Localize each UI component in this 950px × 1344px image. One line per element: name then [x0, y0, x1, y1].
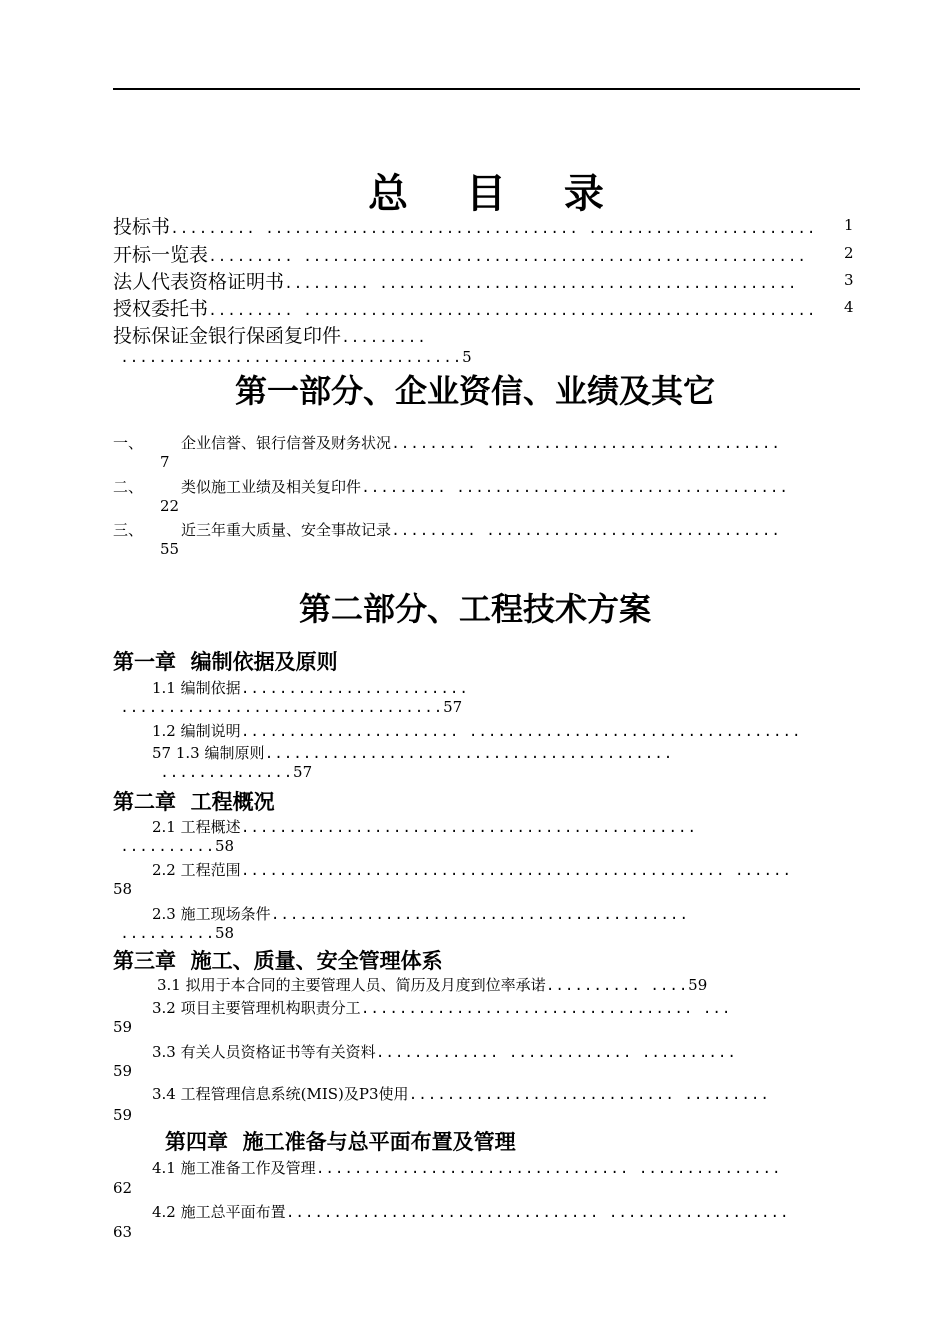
toc-entry-label: 3.1 拟用于本合同的主要管理人员、简历及月度到位率承诺	[157, 976, 546, 994]
toc-page-number: 7	[160, 453, 170, 471]
toc-entry-continuation	[120, 837, 234, 856]
toc-entry[interactable]	[152, 1157, 781, 1178]
toc-entry-label: 投标保证金银行保函复印件	[113, 325, 342, 347]
toc-leader: ............................................	[270, 907, 689, 924]
toc-entry-label: 开标一览表	[113, 244, 209, 266]
toc-page-number: 55	[160, 540, 180, 558]
toc-leader: ......... .....................................................	[208, 249, 807, 266]
toc-page-number: 63	[113, 1223, 133, 1241]
toc-entry-label: 企业信誉、银行信誉及财务状况	[181, 434, 392, 452]
toc-leader: ......... ...............................	[391, 523, 781, 540]
toc-entry-label: 1.1 编制依据	[152, 679, 241, 697]
toc-page-number: 22	[160, 497, 180, 515]
toc-entry[interactable]	[181, 476, 789, 497]
toc-entry-number: 二、	[113, 478, 144, 496]
chapter-heading: 第四章 施工准备与总平面布置及管理	[165, 1130, 516, 1154]
toc-page-number: 59	[113, 1062, 133, 1080]
toc-entry-continuation	[120, 698, 462, 717]
toc-leader: ......... ............................................	[284, 276, 798, 293]
toc-entry-label: 投标书	[113, 216, 171, 238]
toc-leader: ....................................	[120, 350, 463, 367]
toc-entry-label: 4.1 施工准备工作及管理	[152, 1159, 316, 1177]
toc-entry[interactable]	[113, 240, 807, 267]
toc-entry-label: 类似施工业绩及相关复印件	[181, 478, 362, 496]
toc-entry-label: 授权委托书	[113, 298, 209, 320]
toc-entry-label: 1.3 编制原则	[175, 744, 265, 762]
part-heading: 第二部分、工程技术方案	[298, 590, 651, 628]
toc-entry[interactable]	[113, 212, 816, 239]
toc-leader: .......... ....	[545, 978, 689, 995]
toc-entry[interactable]	[152, 859, 792, 880]
toc-entry[interactable]	[152, 1083, 770, 1104]
chapter-heading: 第一章 编制依据及原则	[113, 650, 338, 674]
toc-leader: ................................. ...............	[315, 1161, 782, 1178]
toc-leader: ....................... ...................................	[240, 724, 802, 741]
toc-entry-label: 3.3 有关人员资格证书等有关资料	[152, 1043, 376, 1061]
toc-page-number: 5	[462, 348, 472, 366]
toc-page-number: 58	[215, 924, 235, 942]
toc-entry[interactable]	[113, 294, 816, 321]
toc-entry-label: 4.2 施工总平面布置	[152, 1203, 286, 1221]
toc-leader: .........	[341, 330, 427, 347]
toc-entry[interactable]	[152, 720, 801, 741]
toc-page-number: 57	[293, 763, 313, 781]
toc-entry-label: 1.2 编制说明	[152, 722, 241, 740]
toc-page-number: 58	[215, 837, 235, 855]
toc-leader: ......... ...................................	[361, 480, 789, 497]
toc-entry-label: 2.3 施工现场条件	[152, 905, 271, 923]
toc-page-number: 57	[443, 698, 463, 716]
toc-leader: ...........................................	[264, 746, 674, 763]
toc-entry-label: 法人代表资格证明书	[113, 271, 285, 293]
toc-entry[interactable]	[157, 974, 707, 995]
toc-leader: ................................................... ......	[240, 863, 792, 880]
toc-entry[interactable]	[113, 321, 427, 348]
toc-entry-number: 三、	[113, 521, 144, 539]
toc-page-number: 1	[844, 216, 854, 234]
chapter-heading: 第二章 工程概况	[113, 790, 275, 814]
toc-leader: ......... ...............................	[391, 436, 781, 453]
toc-leader: ......... ......................................................	[208, 303, 817, 320]
toc-entry[interactable]	[113, 476, 143, 497]
toc-entry[interactable]	[181, 432, 781, 453]
toc-entry-continuation	[120, 347, 472, 367]
toc-entry[interactable]	[152, 816, 697, 837]
toc-leader: ..........	[120, 926, 216, 943]
toc-page-number: 57	[152, 744, 172, 762]
toc-entry-number: 一、	[113, 434, 144, 452]
toc-entry-label: 3.4 工程管理信息系统(MIS)及P3使用	[152, 1085, 409, 1103]
toc-entry[interactable]	[152, 677, 469, 698]
toc-entry[interactable]	[152, 997, 731, 1018]
toc-entry[interactable]	[113, 432, 143, 453]
header-rule	[113, 88, 860, 90]
toc-leader: ................................... ...	[360, 1001, 732, 1018]
chapter-heading: 第三章 施工、质量、安全管理体系	[113, 949, 443, 973]
toc-entry-label: 2.1 工程概述	[152, 818, 241, 836]
toc-entry[interactable]	[113, 519, 143, 540]
toc-page-number: 59	[113, 1106, 133, 1124]
toc-page-number: 59	[688, 976, 708, 994]
toc-leader: ..............	[160, 765, 294, 782]
toc-entry[interactable]	[152, 903, 689, 924]
toc-leader: ........................	[240, 681, 469, 698]
toc-page-number: 58	[113, 880, 133, 898]
toc-entry[interactable]	[113, 267, 797, 294]
toc-leader: ............. ............. ..........	[375, 1045, 737, 1062]
toc-entry-continuation	[120, 924, 234, 943]
toc-leader: ..........	[120, 839, 216, 856]
toc-entry[interactable]	[152, 1201, 789, 1222]
toc-page-number: 4	[844, 298, 854, 316]
toc-page-number: 3	[844, 271, 854, 289]
toc-entry[interactable]	[181, 519, 781, 540]
toc-entry[interactable]	[152, 742, 673, 763]
page-title: 总 目 录	[368, 171, 626, 217]
toc-page-number: 2	[844, 244, 854, 262]
toc-page-number: 59	[113, 1018, 133, 1036]
toc-leader: ......... ................................. ........................	[170, 221, 817, 238]
toc-leader: ................................................	[240, 820, 697, 837]
toc-entry-label: 3.2 项目主要管理机构职责分工	[152, 999, 361, 1017]
toc-leader: ..................................	[120, 700, 444, 717]
toc-entry-label: 2.2 工程范围	[152, 861, 241, 879]
toc-entry-continuation	[160, 763, 312, 782]
toc-leader: ................................. ...................	[285, 1205, 790, 1222]
toc-page-number: 62	[113, 1179, 133, 1197]
toc-leader: ............................ .........	[408, 1087, 770, 1104]
part-heading: 第一部分、企业资信、业绩及其它	[234, 372, 715, 410]
toc-entry[interactable]	[152, 1041, 737, 1062]
toc-entry-label: 近三年重大质量、安全事故记录	[181, 521, 392, 539]
